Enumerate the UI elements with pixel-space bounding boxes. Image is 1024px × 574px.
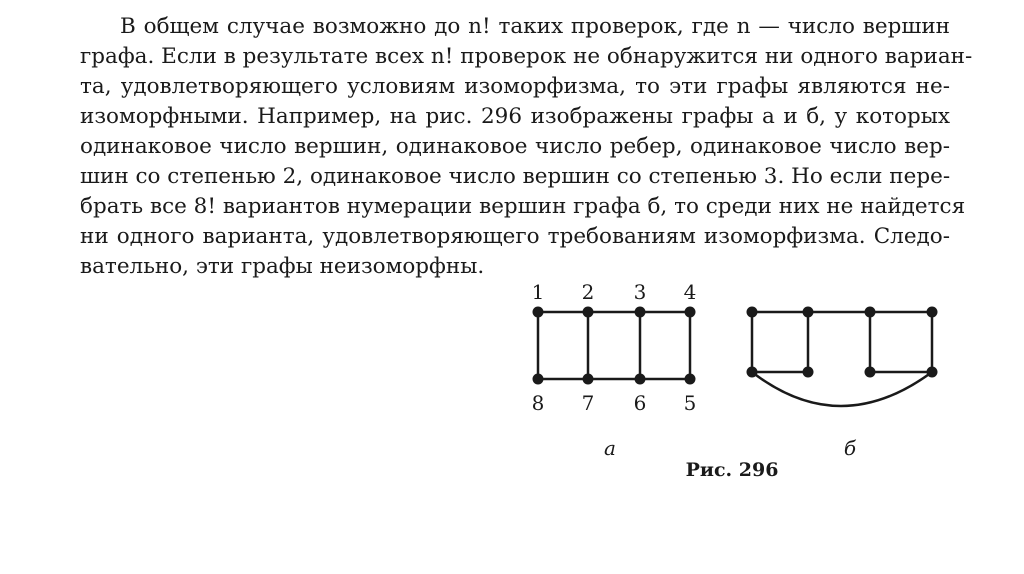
graph-b-sublabel: б bbox=[843, 436, 857, 460]
graph-b-vertex bbox=[865, 307, 876, 318]
vertex-5 bbox=[685, 374, 696, 385]
vertex-label-7: 7 bbox=[581, 391, 595, 415]
figure-296 bbox=[500, 270, 960, 490]
graph-b-vertex bbox=[747, 367, 758, 378]
paragraph-line-4: изоморфными. Например, на рис. 296 изображены графы а и б, у которых bbox=[80, 104, 950, 129]
figure-caption: Рис. 296 bbox=[685, 459, 779, 481]
graph-a-vertices bbox=[533, 307, 696, 385]
vertex-1 bbox=[533, 307, 544, 318]
vertex-label-4: 4 bbox=[683, 280, 697, 304]
graph-b-vertex bbox=[747, 307, 758, 318]
vertex-label-1: 1 bbox=[531, 280, 545, 304]
graph-a-sublabel: а bbox=[604, 436, 616, 460]
paragraph-line-2: графа. Если в результате всех n! проверок не обнаружится ни одного вариан- bbox=[80, 44, 973, 69]
vertex-label-5: 5 bbox=[683, 391, 697, 415]
paragraph-line-9: вательно, эти графы неизоморфны. bbox=[80, 254, 485, 279]
vertex-2 bbox=[583, 307, 594, 318]
graph-b-vertex bbox=[927, 367, 938, 378]
vertex-4 bbox=[685, 307, 696, 318]
vertex-7 bbox=[583, 374, 594, 385]
paragraph-line-8: ни одного варианта, удовлетворяющего требованиям изоморфизма. Следо- bbox=[80, 224, 950, 249]
vertex-6 bbox=[635, 374, 646, 385]
graph-b-vertex bbox=[803, 367, 814, 378]
graph-b-vertex bbox=[927, 307, 938, 318]
graph-b-edge-arc bbox=[752, 372, 932, 406]
graph-b-vertex bbox=[865, 367, 876, 378]
paragraph-line-3: та, удовлетворяющего условиям изоморфизма, то эти графы являются не- bbox=[80, 74, 950, 99]
graph-b-vertices bbox=[747, 307, 938, 378]
vertex-label-2: 2 bbox=[581, 280, 595, 304]
graph-b-vertex bbox=[803, 307, 814, 318]
vertex-8 bbox=[533, 374, 544, 385]
vertex-label-3: 3 bbox=[633, 280, 647, 304]
paragraph-line-1: В общем случае возможно до n! таких проверок, где n — число вершин bbox=[120, 14, 950, 39]
vertex-label-6: 6 bbox=[633, 391, 647, 415]
paragraph-line-5: одинаковое число вершин, одинаковое число ребер, одинаковое число вер- bbox=[80, 134, 950, 159]
vertex-label-8: 8 bbox=[531, 391, 545, 415]
graph-a bbox=[538, 312, 690, 379]
paragraph-line-7: брать все 8! вариантов нумерации вершин графа б, то среди них не найдется bbox=[80, 194, 966, 219]
vertex-3 bbox=[635, 307, 646, 318]
graph-b bbox=[752, 312, 932, 406]
paragraph-line-6: шин со степенью 2, одинаковое число вершин со степенью 3. Но если пере- bbox=[80, 164, 951, 189]
